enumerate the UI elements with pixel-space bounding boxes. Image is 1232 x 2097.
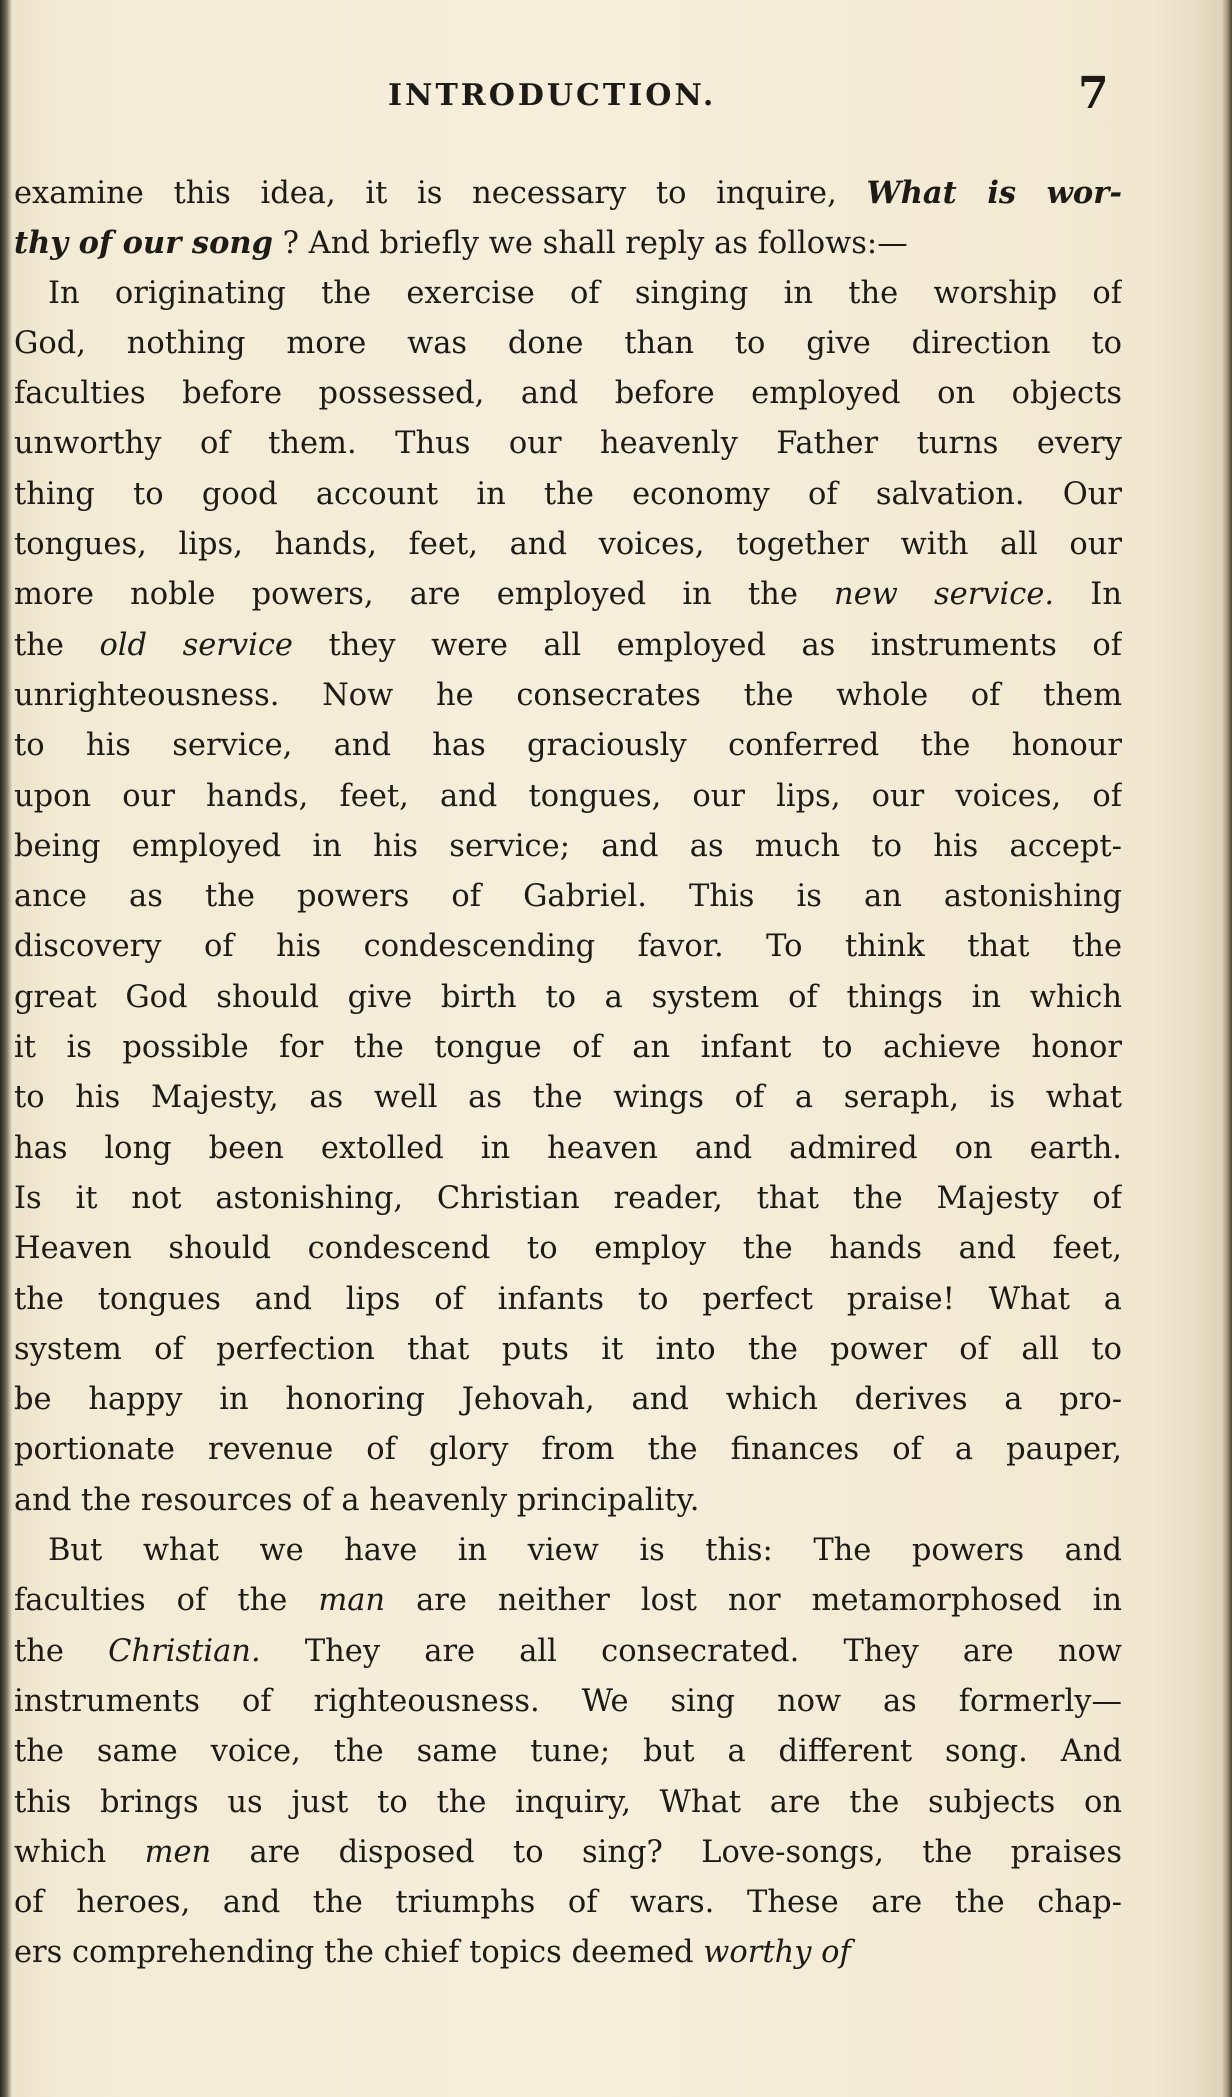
text-run: the same voice, the same tune; but a different song. And xyxy=(14,1734,1122,1770)
text-line xyxy=(14,319,1122,369)
text-run: and the resources of a heavenly principality. xyxy=(14,1482,700,1518)
text-run: to his Majesty, as well as the wings of a seraph, is what xyxy=(14,1080,1122,1116)
text-run: the xyxy=(14,627,100,663)
text-line xyxy=(14,621,1122,671)
text-run: are disposed to sing? Love-songs, the praises xyxy=(211,1834,1122,1870)
text-line xyxy=(14,369,1122,419)
text-line xyxy=(14,721,1122,771)
page-number: 7 xyxy=(1078,68,1109,119)
text-run: In xyxy=(1054,577,1122,613)
text-line xyxy=(14,1023,1122,1073)
text-line xyxy=(14,520,1122,570)
text-run: be happy in honoring Jehovah, and which derives a pro- xyxy=(14,1382,1122,1418)
text-run: they were all employed as instruments of xyxy=(292,627,1122,663)
text-line xyxy=(14,1928,1122,1978)
text-run: ? And briefly we shall reply as follows:— xyxy=(272,226,908,262)
text-run: ance as the powers of Gabriel. This is an astonishing xyxy=(14,879,1122,915)
text-run: But what we have in view is this: The powers and xyxy=(48,1533,1122,1569)
text-run: Is it not astonishing, Christian reader, that the Majesty of xyxy=(14,1180,1122,1216)
text-line xyxy=(14,218,1122,268)
text-line xyxy=(14,1275,1122,1325)
text-run: are neither lost nor metamorphosed in xyxy=(385,1583,1122,1619)
text-line xyxy=(14,973,1122,1023)
text-line xyxy=(14,570,1122,620)
text-run: great God should give birth to a system of things in which xyxy=(14,979,1122,1015)
text-run: Heaven should condescend to employ the hands and feet, xyxy=(14,1231,1122,1267)
text-run: of heroes, and the triumphs of wars. These are the chap- xyxy=(14,1885,1122,1921)
emphasis-run: old service xyxy=(99,627,293,663)
text-run: more noble powers, are employed in the xyxy=(14,577,835,613)
text-run: They are all consecrated. They are now xyxy=(260,1633,1122,1669)
text-line xyxy=(14,1677,1122,1727)
text-line xyxy=(14,1828,1122,1878)
text-line xyxy=(14,1124,1122,1174)
text-line xyxy=(14,1425,1122,1475)
text-run: thing to good account in the economy of salvation. Our xyxy=(14,476,1122,512)
emphasis-run: thy of our song xyxy=(14,225,273,262)
text-run: it is possible for the tongue of an infant to achieve honor xyxy=(14,1030,1122,1066)
emphasis-run: new service. xyxy=(834,577,1055,613)
text-line xyxy=(14,1526,1122,1576)
emphasis-run: What is wor- xyxy=(866,175,1122,211)
text-run: the tongues and lips of infants to perfect praise! What a xyxy=(14,1281,1122,1317)
text-run: faculties of the xyxy=(14,1583,319,1619)
text-line xyxy=(14,671,1122,721)
text-line xyxy=(14,922,1122,972)
text-line xyxy=(14,772,1122,822)
emphasis-run: man xyxy=(318,1583,386,1619)
text-run: being employed in his service; and as much to his accept- xyxy=(14,828,1122,864)
text-line xyxy=(14,1627,1122,1677)
emphasis-run: Christian. xyxy=(108,1633,261,1669)
page-edge-shadow xyxy=(1222,0,1232,2097)
text-run: to his service, and has graciously conferred the honour xyxy=(14,728,1122,764)
text-line xyxy=(14,1325,1122,1375)
text-line xyxy=(14,872,1122,922)
emphasis-run: men xyxy=(144,1834,212,1870)
text-line xyxy=(14,1224,1122,1274)
text-run: the xyxy=(14,1633,109,1669)
text-run: instruments of righteousness. We sing now as formerly— xyxy=(14,1683,1122,1719)
text-line xyxy=(14,168,1122,218)
text-run: tongues, lips, hands, feet, and voices, together with all our xyxy=(14,527,1122,563)
text-line xyxy=(14,1878,1122,1928)
text-run: system of perfection that puts it into the power of all to xyxy=(14,1331,1122,1367)
text-run: unrighteousness. Now he consecrates the whole of them xyxy=(14,677,1122,713)
text-line xyxy=(14,1576,1122,1626)
text-line xyxy=(14,1778,1122,1828)
binding-shadow xyxy=(0,0,12,2097)
running-title: INTRODUCTION. xyxy=(388,78,717,113)
text-run: examine this idea, it is necessary to inquire, xyxy=(14,176,867,211)
text-run: portionate revenue of glory from the finances of a pauper, xyxy=(14,1432,1122,1468)
text-run: which xyxy=(14,1834,145,1870)
text-line xyxy=(14,1727,1122,1777)
text-line xyxy=(14,1174,1122,1224)
running-head xyxy=(0,68,1232,128)
text-line xyxy=(14,269,1122,319)
body-text xyxy=(14,168,1122,1979)
text-run: has long been extolled in heaven and admired on earth. xyxy=(14,1130,1122,1166)
text-line xyxy=(14,822,1122,872)
emphasis-run: worthy of xyxy=(703,1935,851,1971)
text-line xyxy=(14,1073,1122,1123)
text-run: unworthy of them. Thus our heavenly Father turns every xyxy=(14,426,1122,462)
text-run: faculties before possessed, and before employed on objects xyxy=(14,376,1122,412)
text-run: In originating the exercise of singing in the worship of xyxy=(48,275,1122,311)
text-run: this brings us just to the inquiry, What are the subjects on xyxy=(14,1784,1122,1820)
text-run: God, nothing more was done than to give direction to xyxy=(14,325,1122,361)
text-line xyxy=(14,1375,1122,1425)
text-line xyxy=(14,1476,1122,1526)
text-run: upon our hands, feet, and tongues, our lips, our voices, of xyxy=(14,778,1122,814)
text-run: discovery of his condescending favor. To think that the xyxy=(14,929,1122,965)
text-line xyxy=(14,470,1122,520)
text-run: ers comprehending the chief topics deemed xyxy=(14,1935,704,1971)
text-line xyxy=(14,419,1122,469)
